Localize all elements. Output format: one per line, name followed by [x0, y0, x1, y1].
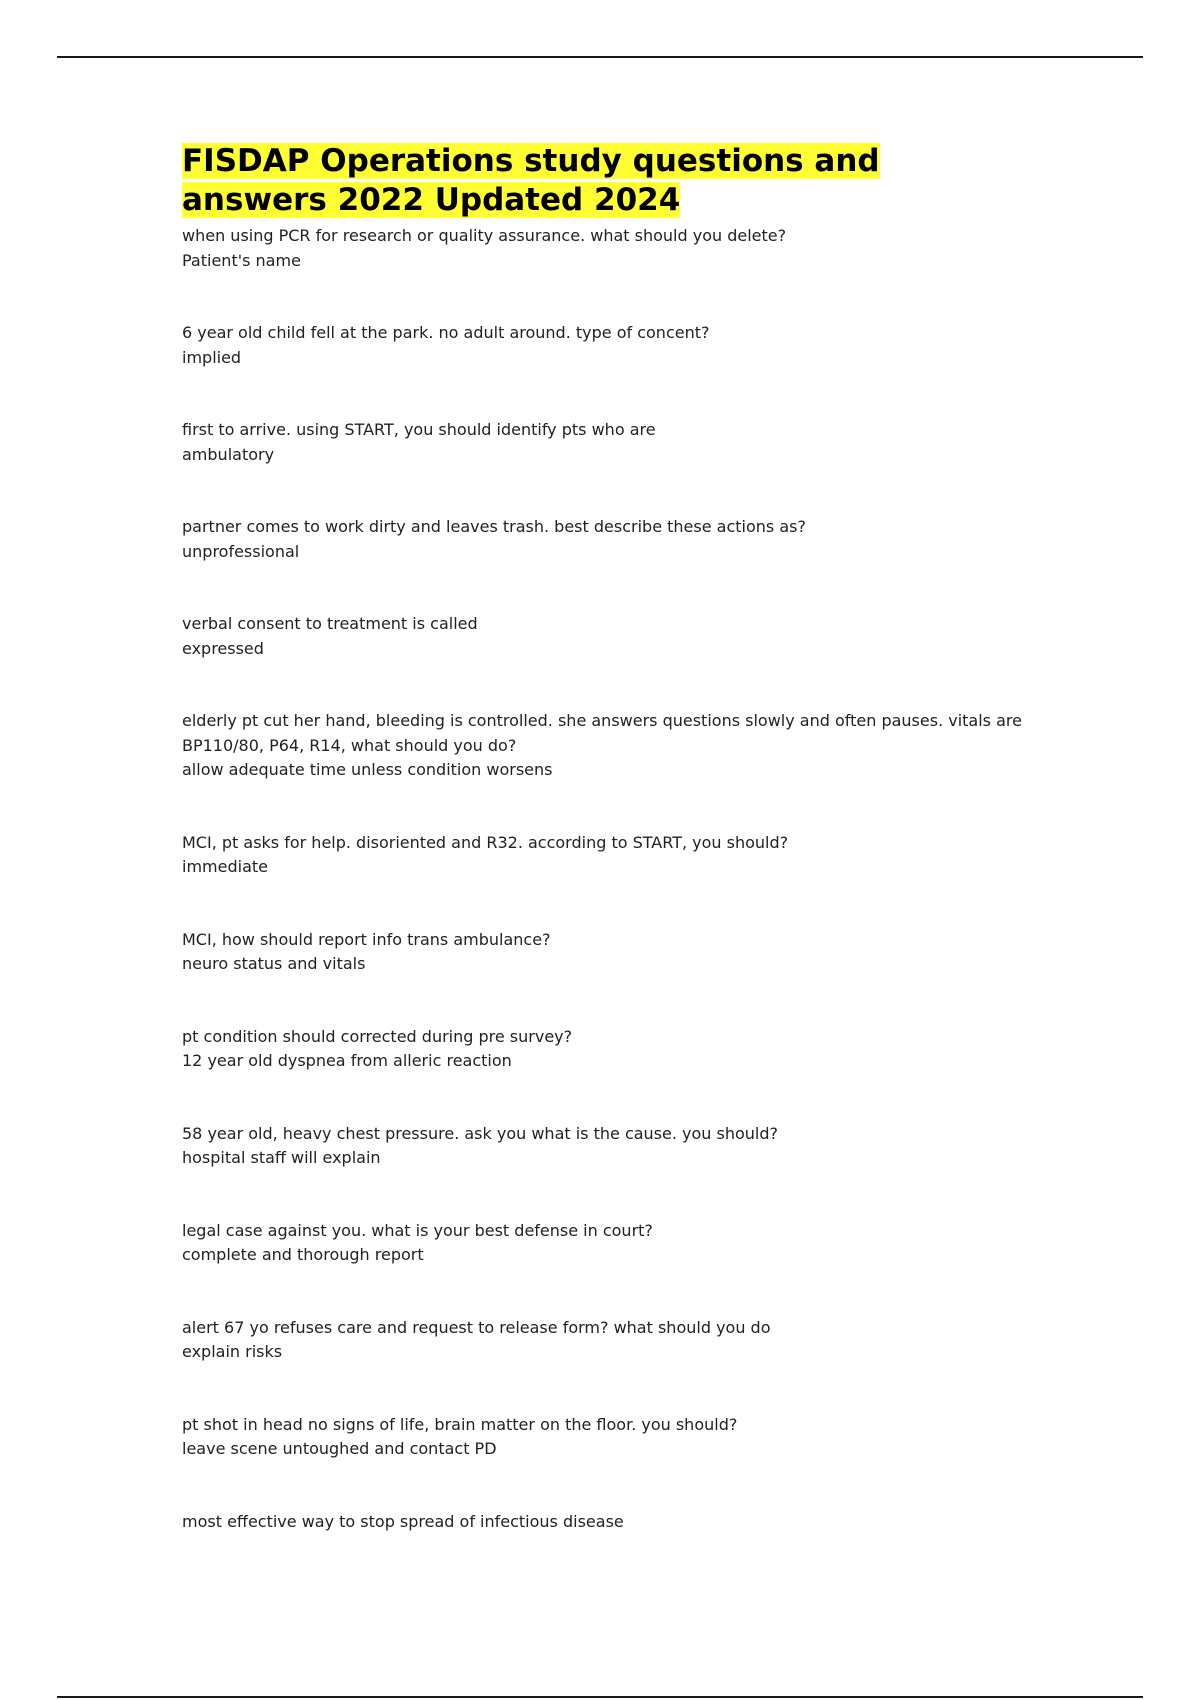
question-text: alert 67 yo refuses care and request to release form? what should you do — [182, 1317, 771, 1337]
answer-text: explain risks — [182, 1342, 283, 1361]
answer-text: leave scene untoughed and contact PD — [182, 1439, 497, 1458]
question-text: MCI, pt asks for help. disoriented and R32. according to START, you should? — [182, 832, 789, 852]
answer-text: unprofessional — [182, 541, 300, 561]
qa-item — [182, 1413, 1022, 1462]
qa-item — [182, 1219, 1022, 1268]
answer-text: 12 year old dyspnea from alleric reaction — [182, 1051, 512, 1070]
question-text: most effective way to stop spread of infectious disease — [182, 1511, 624, 1531]
qa-item — [182, 1510, 1022, 1535]
question-text: verbal consent to treatment is called — [182, 614, 478, 633]
answer-text: neuro status and vitals — [182, 954, 366, 973]
question-text: 58 year old, heavy chest pressure. ask you what is the cause. you should? — [182, 1123, 779, 1143]
answer-text: implied — [182, 347, 242, 367]
title-highlight: FISDAP Operations study questions and answers 2022 Updated 2024 — [182, 143, 880, 218]
question-text: MCI, how should report info trans ambulance? — [182, 929, 551, 949]
top-rule — [57, 56, 1143, 58]
qa-item — [182, 612, 1022, 661]
answer-text: allow adequate time unless condition worsens — [182, 760, 553, 779]
question-text: 6 year old child fell at the park. no adult around. type of concent? — [182, 323, 710, 342]
answer-text: immediate — [182, 857, 268, 876]
question-text: partner comes to work dirty and leaves trash. best describe these actions as? — [182, 517, 806, 536]
question-text: pt shot in head no signs of life, brain matter on the floor. you should? — [182, 1414, 738, 1434]
qa-item — [182, 224, 1022, 273]
answer-text: complete and thorough report — [182, 1245, 424, 1264]
qa-item — [182, 831, 1022, 880]
document-title — [182, 142, 1022, 220]
qa-item — [182, 928, 1022, 977]
answer-text: expressed — [182, 638, 264, 658]
qa-item — [182, 418, 1022, 467]
bottom-rule — [57, 1696, 1143, 1698]
question-text: elderly pt cut her hand, bleeding is controlled. she answers questions slowly and often pauses. vitals are BP110/80, P64, R14, what should you do? — [182, 711, 1022, 755]
answer-text: hospital staff will explain — [182, 1148, 381, 1167]
qa-item — [182, 515, 1022, 564]
document-body — [182, 142, 1022, 1534]
qa-item — [182, 709, 1022, 783]
qa-item — [182, 321, 1022, 370]
qa-item — [182, 1122, 1022, 1171]
qa-list — [182, 224, 1022, 1534]
question-text: legal case against you. what is your best defense in court? — [182, 1220, 653, 1240]
question-text: first to arrive. using START, you should identify pts who are — [182, 420, 656, 439]
qa-item — [182, 1025, 1022, 1074]
question-text: when using PCR for research or quality assurance. what should you delete? — [182, 226, 787, 245]
answer-text: ambulatory — [182, 444, 275, 464]
answer-text: Patient's name — [182, 250, 301, 270]
qa-item — [182, 1316, 1022, 1365]
question-text: pt condition should corrected during pre survey? — [182, 1026, 573, 1046]
